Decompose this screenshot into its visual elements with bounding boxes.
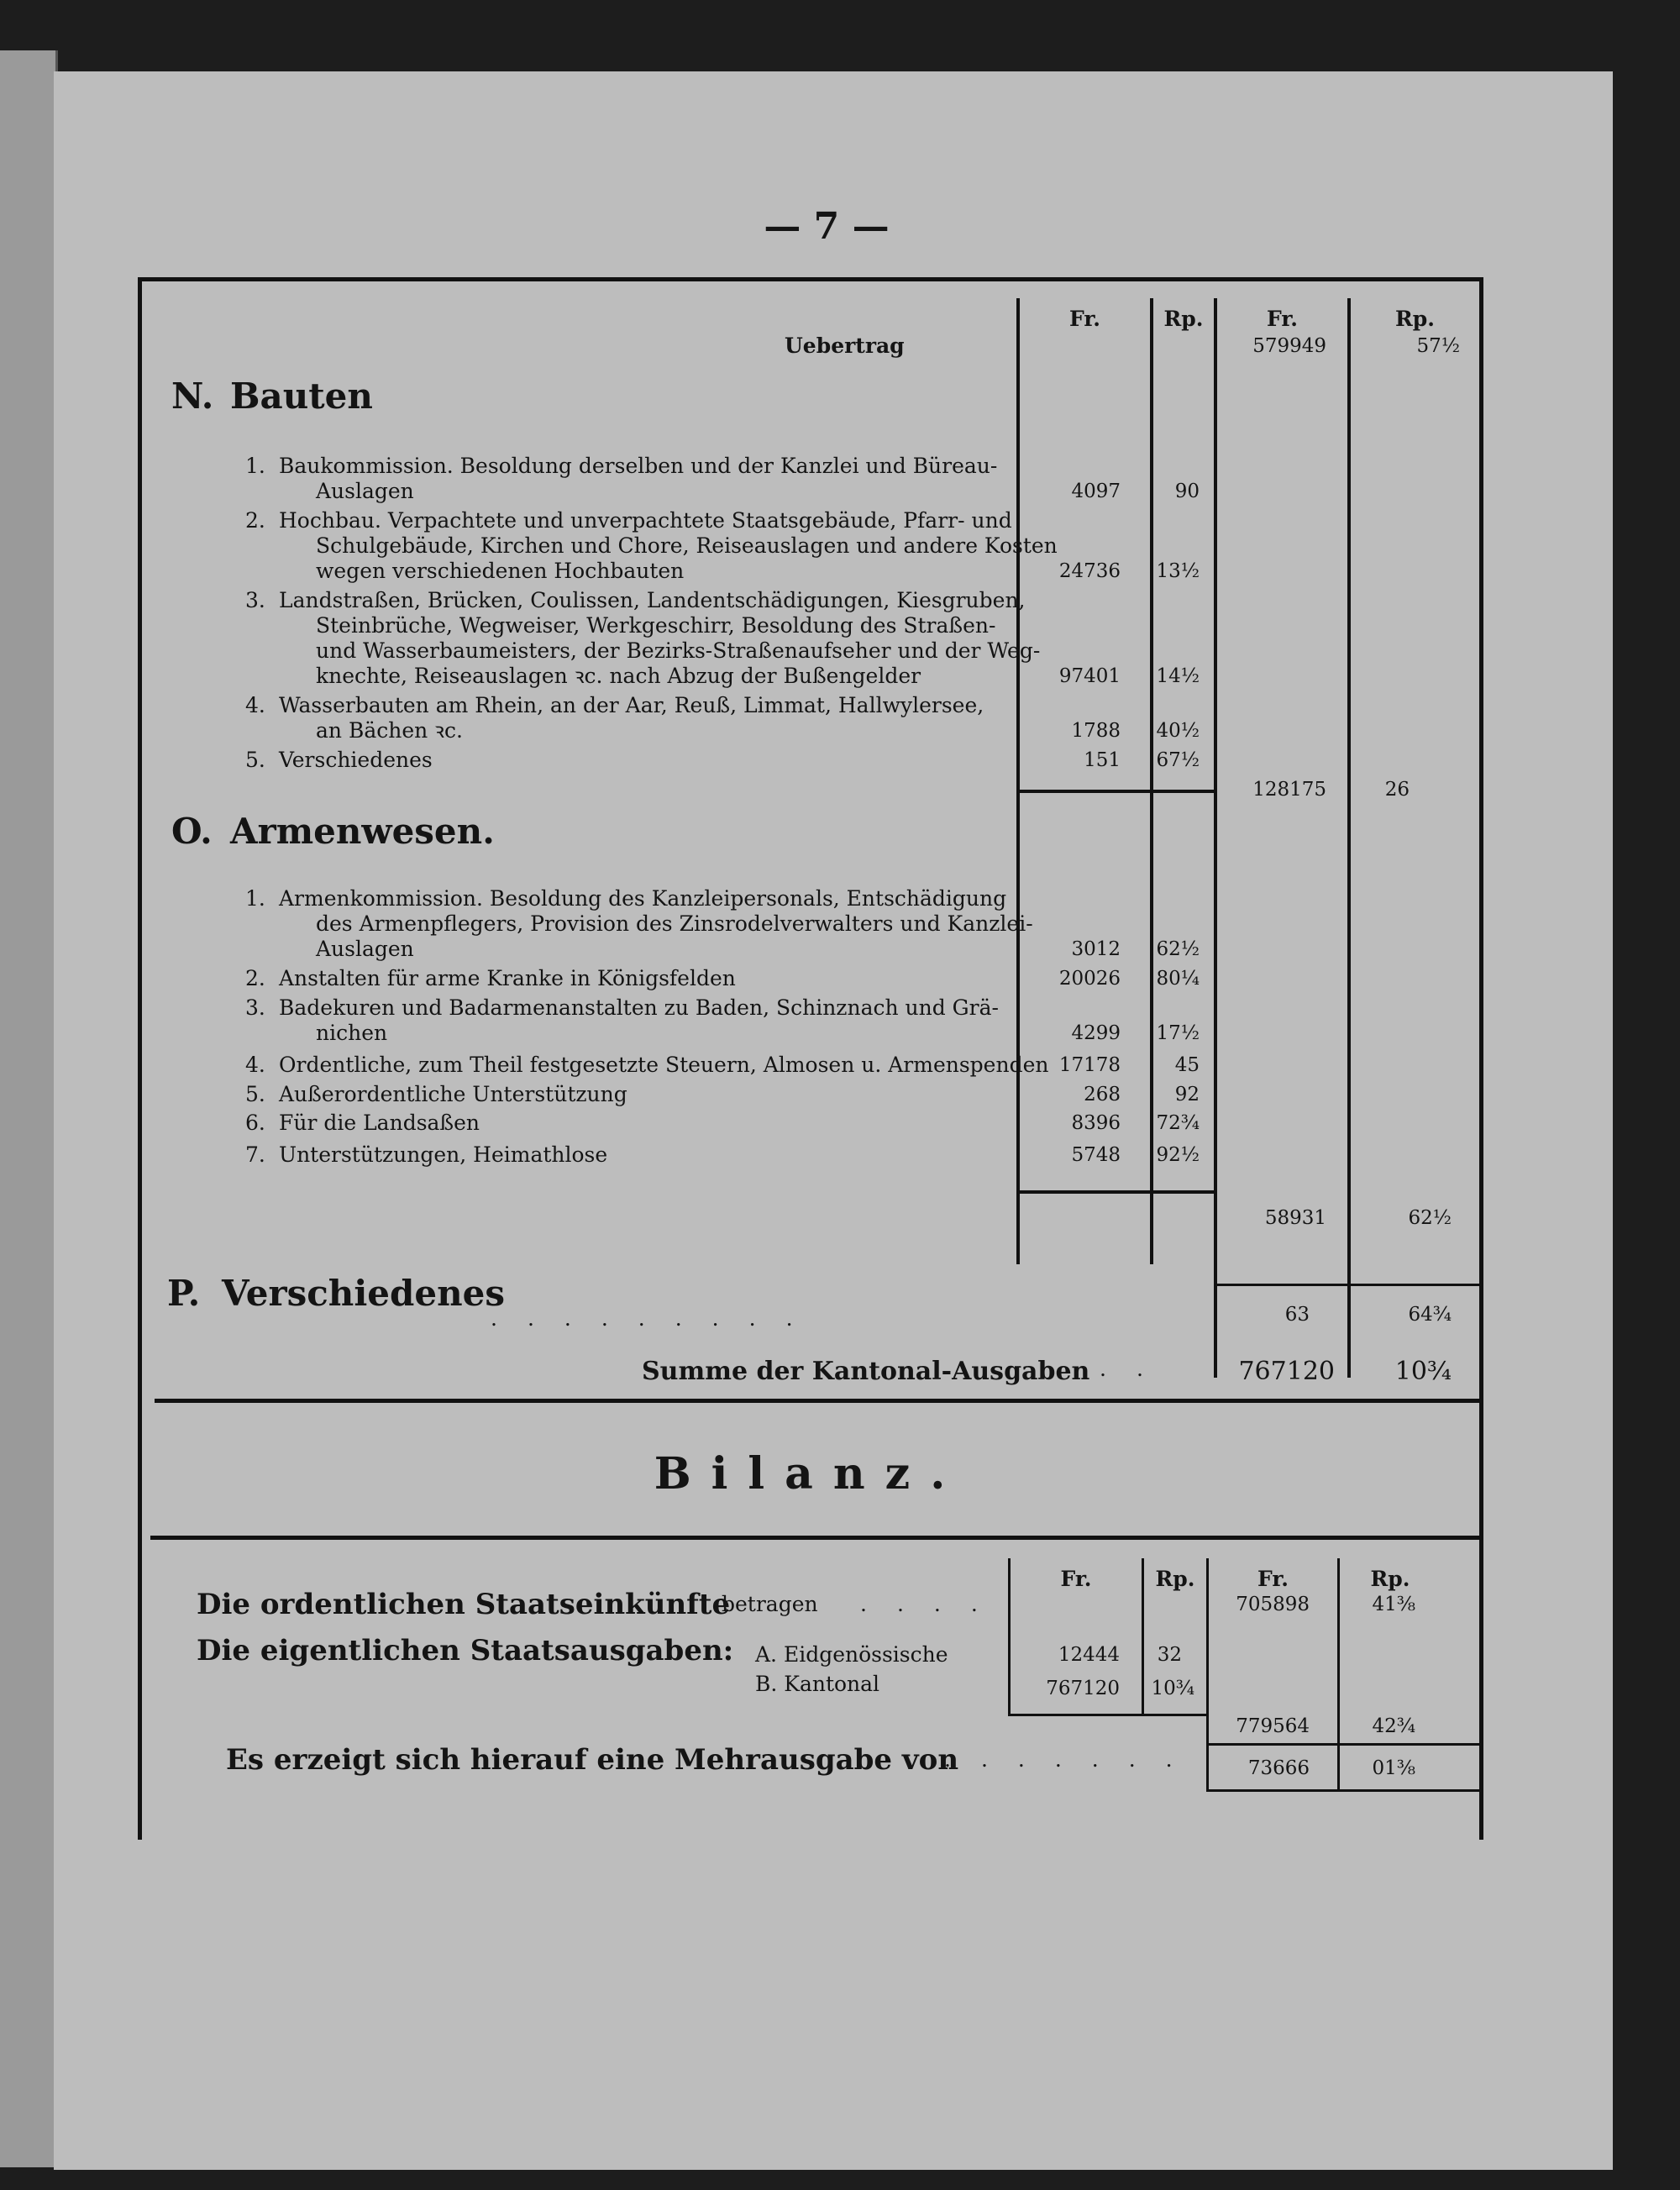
einkuenfte-rp: 41⅜: [1372, 1594, 1415, 1615]
header-rp-2: Rp.: [1395, 307, 1435, 331]
item-number: 4.: [245, 693, 265, 717]
header-fr-1: Fr.: [1069, 307, 1100, 331]
section-o-letter: O.: [171, 811, 213, 852]
subtotal-rule-o: [1016, 1190, 1214, 1194]
item-rp: 14½: [1156, 665, 1200, 687]
uebertrag-rp: 57½: [1416, 335, 1460, 357]
einkuenfte-fr: 705898: [1236, 1594, 1310, 1615]
item-number: 1.: [245, 454, 265, 478]
bilanz-title: Bilanz.: [654, 1448, 966, 1499]
item-rp: 17½: [1156, 1022, 1200, 1044]
item-fr: 5748: [1071, 1144, 1121, 1166]
item-number: 3.: [245, 995, 265, 1020]
item-rp: 92½: [1156, 1144, 1200, 1166]
ausgaben-total-fr: 779564: [1236, 1715, 1310, 1737]
item-line: Baukommission. Besoldung derselben und der Kanzlei und Büreau-: [279, 454, 998, 478]
item-rp: 72¾: [1156, 1112, 1200, 1134]
item-rp: 40½: [1156, 720, 1200, 742]
section-p-fr: 63: [1284, 1304, 1310, 1326]
ausgaben-b-fr: 767120: [1046, 1678, 1120, 1699]
item-number: 5.: [245, 1082, 265, 1106]
bilanz-header-rp-1: Rp.: [1155, 1567, 1195, 1591]
item-fr: 268: [1084, 1084, 1121, 1106]
summe-bottom-rule: [155, 1399, 1479, 1403]
bilanz-header-rp-2: Rp.: [1370, 1567, 1410, 1591]
section-p-rp: 64¾: [1408, 1304, 1452, 1326]
item-line: Landstraßen, Brücken, Coulissen, Landentschädigungen, Kiesgruben,: [279, 588, 1026, 612]
bilanz-header-fr-2: Fr.: [1257, 1567, 1289, 1591]
item-fr: 151: [1084, 749, 1121, 771]
summe-rule: [1214, 1284, 1479, 1286]
item-rp: 45: [1174, 1054, 1200, 1076]
subtotal-rule-n: [1016, 790, 1214, 793]
item-line: Schulgebäude, Kirchen und Chore, Reiseauslagen und andere Kosten: [316, 533, 1058, 558]
summe-label: Summe der Kantonal-Ausgaben: [642, 1357, 1090, 1386]
item-line: Ordentliche, zum Theil festgesetzte Steuern, Almosen u. Armenspenden: [279, 1053, 1049, 1077]
item-rp: 13½: [1156, 560, 1200, 582]
item-number: 2.: [245, 966, 265, 990]
item-number: 6.: [245, 1111, 265, 1135]
item-number: 1.: [245, 886, 265, 911]
item-line: Auslagen: [316, 479, 414, 503]
item-rp: 67½: [1156, 749, 1200, 771]
ausgaben-a-rp: 32: [1157, 1644, 1182, 1666]
item-line: an Bächen ꝛc.: [316, 718, 463, 743]
item-line: Außerordentliche Unterstützung: [279, 1082, 627, 1106]
frame-top: [138, 277, 1483, 281]
section-n-title: Bauten: [230, 376, 373, 417]
item-fr: 1788: [1071, 720, 1121, 742]
section-n-letter: N.: [171, 376, 214, 417]
item-line: des Armenpflegers, Provision des Zinsrodelverwalters und Kanzlei-: [316, 911, 1033, 936]
item-line: Badekuren und Badarmenanstalten zu Baden, Schinznach und Grä-: [279, 995, 999, 1020]
section-o-total-fr: 58931: [1264, 1207, 1326, 1229]
bilanz-subtotal-rule: [1008, 1714, 1209, 1716]
item-rp: 92: [1174, 1084, 1200, 1106]
section-p-title: Verschiedenes: [222, 1273, 506, 1314]
ausgaben-a-fr: 12444: [1058, 1644, 1120, 1666]
document-page: [54, 71, 1613, 2170]
item-fr: 8396: [1071, 1112, 1121, 1134]
section-o-total-rp: 62½: [1408, 1207, 1452, 1229]
item-line: Anstalten für arme Kranke in Königsfelden: [279, 966, 736, 990]
einkuenfte-label: Die ordentlichen Staatseinkünfte: [197, 1588, 731, 1621]
ausgaben-b-rp: 10¾: [1151, 1678, 1194, 1699]
item-fr: 20026: [1058, 968, 1121, 990]
header-rp-1: Rp.: [1163, 307, 1204, 331]
item-rp: 62½: [1156, 938, 1200, 960]
item-line: und Wasserbaumeisters, der Bezirks-Straßenaufseher und der Weg-: [316, 638, 1041, 663]
leader-dots: .......: [944, 1747, 1203, 1772]
frame-left: [138, 277, 142, 1840]
item-line: Für die Landsaßen: [279, 1111, 480, 1135]
mehrausgabe-rp: 01⅜: [1372, 1757, 1415, 1779]
item-line: Verschiedenes: [279, 748, 433, 772]
item-fr: 97401: [1058, 665, 1121, 687]
item-rp: 80¼: [1156, 968, 1200, 990]
item-number: 7.: [245, 1142, 265, 1167]
section-n-total-fr: 128175: [1252, 779, 1326, 801]
item-rp: 90: [1174, 481, 1200, 502]
left-page-edge: [0, 50, 58, 2167]
bilanz-total-rule-bottom: [1206, 1789, 1479, 1792]
item-number: 2.: [245, 508, 265, 533]
item-line: Hochbau. Verpachtete und unverpachtete Staatsgebäude, Pfarr- und: [279, 508, 1012, 533]
leader-dots: .........: [491, 1306, 823, 1331]
item-line: knechte, Reiseauslagen ꝛc. nach Abzug der Bußengelder: [316, 664, 921, 688]
mehrausgabe-fr: 73666: [1247, 1757, 1310, 1779]
leader-dots: ....: [860, 1592, 1008, 1616]
item-line: Auslagen: [316, 937, 414, 961]
item-line: wegen verschiedenen Hochbauten: [316, 559, 685, 583]
summe-fr: 767120: [1238, 1357, 1335, 1386]
bilanz-header-fr-1: Fr.: [1060, 1567, 1092, 1591]
summe-rp: 10¾: [1394, 1357, 1452, 1386]
frame-right: [1479, 277, 1483, 1840]
item-fr: 24736: [1058, 560, 1121, 582]
item-fr: 4097: [1071, 481, 1121, 502]
section-o-title: Armenwesen.: [230, 811, 495, 852]
bilanz-total-rule-top: [1206, 1743, 1479, 1746]
uebertrag-fr: 579949: [1252, 335, 1326, 357]
item-number: 4.: [245, 1053, 265, 1077]
item-number: 5.: [245, 748, 265, 772]
item-fr: 3012: [1071, 938, 1121, 960]
section-p-letter: P.: [167, 1273, 201, 1314]
bilanz-top-rule: [150, 1536, 1479, 1540]
item-line: Wasserbauten am Rhein, an der Aar, Reuß, Limmat, Hallwylersee,: [279, 693, 984, 717]
item-line: Steinbrüche, Wegweiser, Werkgeschirr, Besoldung des Straßen-: [316, 613, 996, 638]
item-fr: 17178: [1058, 1054, 1121, 1076]
page-number: — 7 —: [764, 205, 890, 248]
ausgaben-total-rp: 42¾: [1372, 1715, 1415, 1737]
ausgaben-label: Die eigentlichen Staatsausgaben:: [197, 1634, 734, 1667]
item-number: 3.: [245, 588, 265, 612]
section-n-total-rp: 26: [1384, 779, 1410, 801]
einkuenfte-suffix: betragen: [722, 1592, 818, 1616]
item-line: Unterstützungen, Heimathlose: [279, 1142, 608, 1167]
item-fr: 4299: [1071, 1022, 1121, 1044]
item-line: nichen: [316, 1021, 388, 1045]
leader-dots: ..: [1100, 1357, 1173, 1381]
mehrausgabe-label: Es erzeigt sich hierauf eine Mehrausgabe von: [226, 1743, 959, 1777]
header-fr-2: Fr.: [1267, 307, 1298, 331]
ausgaben-a-label: A. Eidgenössische: [755, 1642, 948, 1667]
item-line: Armenkommission. Besoldung des Kanzleipersonals, Entschädigung: [279, 886, 1007, 911]
ausgaben-b-label: B. Kantonal: [755, 1672, 880, 1696]
uebertrag-label: Uebertrag: [785, 333, 905, 358]
